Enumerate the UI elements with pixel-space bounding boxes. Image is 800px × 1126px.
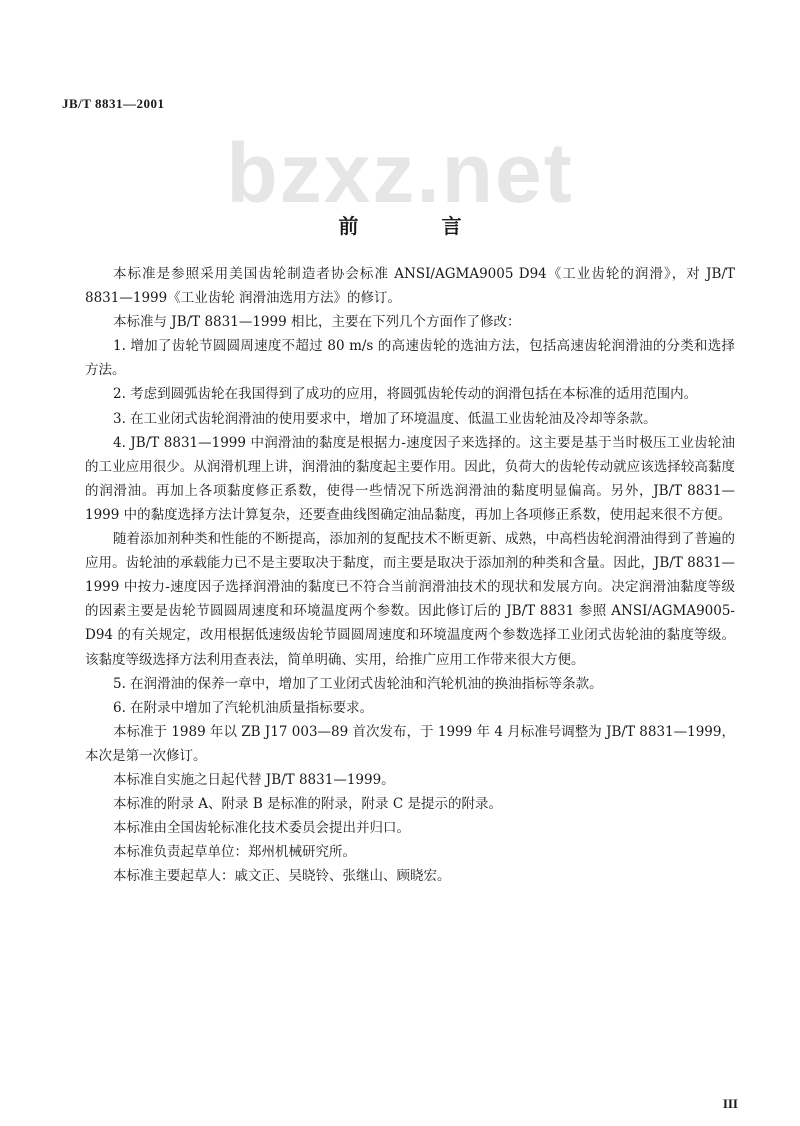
paragraph: 1. 增加了齿轮节圆圆周速度不超过 80 m/s 的高速齿轮的选油方法，包括高速齿轮润滑油的分类和选择方法。	[85, 338, 735, 379]
watermark: bzxz.net	[226, 126, 574, 220]
foreword-body	[85, 262, 735, 888]
paragraph: 2. 考虑到圆弧齿轮在我国得到了成功的应用，将圆弧齿轮传动的润滑包括在本标准的适用范围内。	[113, 386, 698, 403]
paragraph: 3. 在工业闭式齿轮润滑油的使用要求中，增加了环境温度、低温工业齿轮油及冷却等条款。	[113, 410, 657, 427]
paragraph: 5. 在润滑油的保养一章中，增加了工业闭式齿轮油和汽轮机油的换油指标等条款。	[113, 675, 603, 692]
paragraph: 随着添加剂种类和性能的不断提高，添加剂的复配技术不断更新、成熟，中高档齿轮润滑油得到了普遍的应用。齿轮油的承载能力已不是主要取决于黏度，而主要是取决于添加剂的种类和含量。因此，JB/T 8831—1999 中按力-速度因子选择润滑油的黏度已不符合当前润滑油技术的现状和发展方向。决定润滑油黏度等级的因素主要是齿轮节圆圆周速度和环境温度两个参数。因此修订后的 JB/T 8831 参照 ANSI/AGMA9005-D94 的有关规定，改用根据低速级齿轮节圆圆周速度和环境温度两个参数选择工业闭式齿轮油的黏度等级。该黏度等级选择方法利用查表法，简单明确、实用，给推广应用工作带来很大方便。	[85, 531, 735, 668]
page-title: 前 言	[338, 214, 500, 238]
paragraph: 本标准于 1989 年以 ZB J17 003—89 首次发布，于 1999 年 4 月标准号调整为 JB/T 8831—1999，本次是第一次修订。	[85, 723, 735, 764]
paragraph: 本标准的附录 A、附录 B 是标准的附录，附录 C 是提示的附录。	[113, 796, 502, 813]
paragraph: 本标准是参照采用美国齿轮制造者协会标准 ANSI/AGMA9005 D94《工业齿轮的润滑》，对 JB/T 8831—1999《工业齿轮 润滑油选用方法》的修订。	[85, 266, 735, 307]
paragraph: 本标准主要起草人：戚文正、吴晓铃、张继山、顾晓宏。	[113, 868, 451, 885]
paragraph: 本标准自实施之日起代替 JB/T 8831—1999。	[113, 771, 395, 788]
paragraph: 本标准由全国齿轮标准化技术委员会提出并归口。	[113, 820, 410, 837]
paragraph: 本标准与 JB/T 8831—1999 相比，主要在下列几个方面作了修改：	[113, 314, 521, 331]
page-number: III	[722, 1096, 738, 1111]
paragraph: 6. 在附录中增加了汽轮机油质量指标要求。	[113, 699, 374, 716]
standard-code-header: JB/T 8831—2001	[62, 96, 165, 111]
paragraph: 本标准负责起草单位：郑州机械研究所。	[113, 844, 356, 861]
paragraph: 4. JB/T 8831—1999 中润滑油的黏度是根据力-速度因子来选择的。这主要是基于当时极压工业齿轮油的工业应用很少。从润滑机理上讲，润滑油的黏度起主要作用。因此，负荷大的齿轮传动就应该选择较高黏度的润滑油。再加上各项黏度修正系数，使得一些情况下所选润滑油的黏度明显偏高。另外，JB/T 8831—1999 中的黏度选择方法计算复杂，还要查曲线图确定油品黏度，再加上各项修正系数，使用起来很不方便。	[85, 434, 735, 523]
